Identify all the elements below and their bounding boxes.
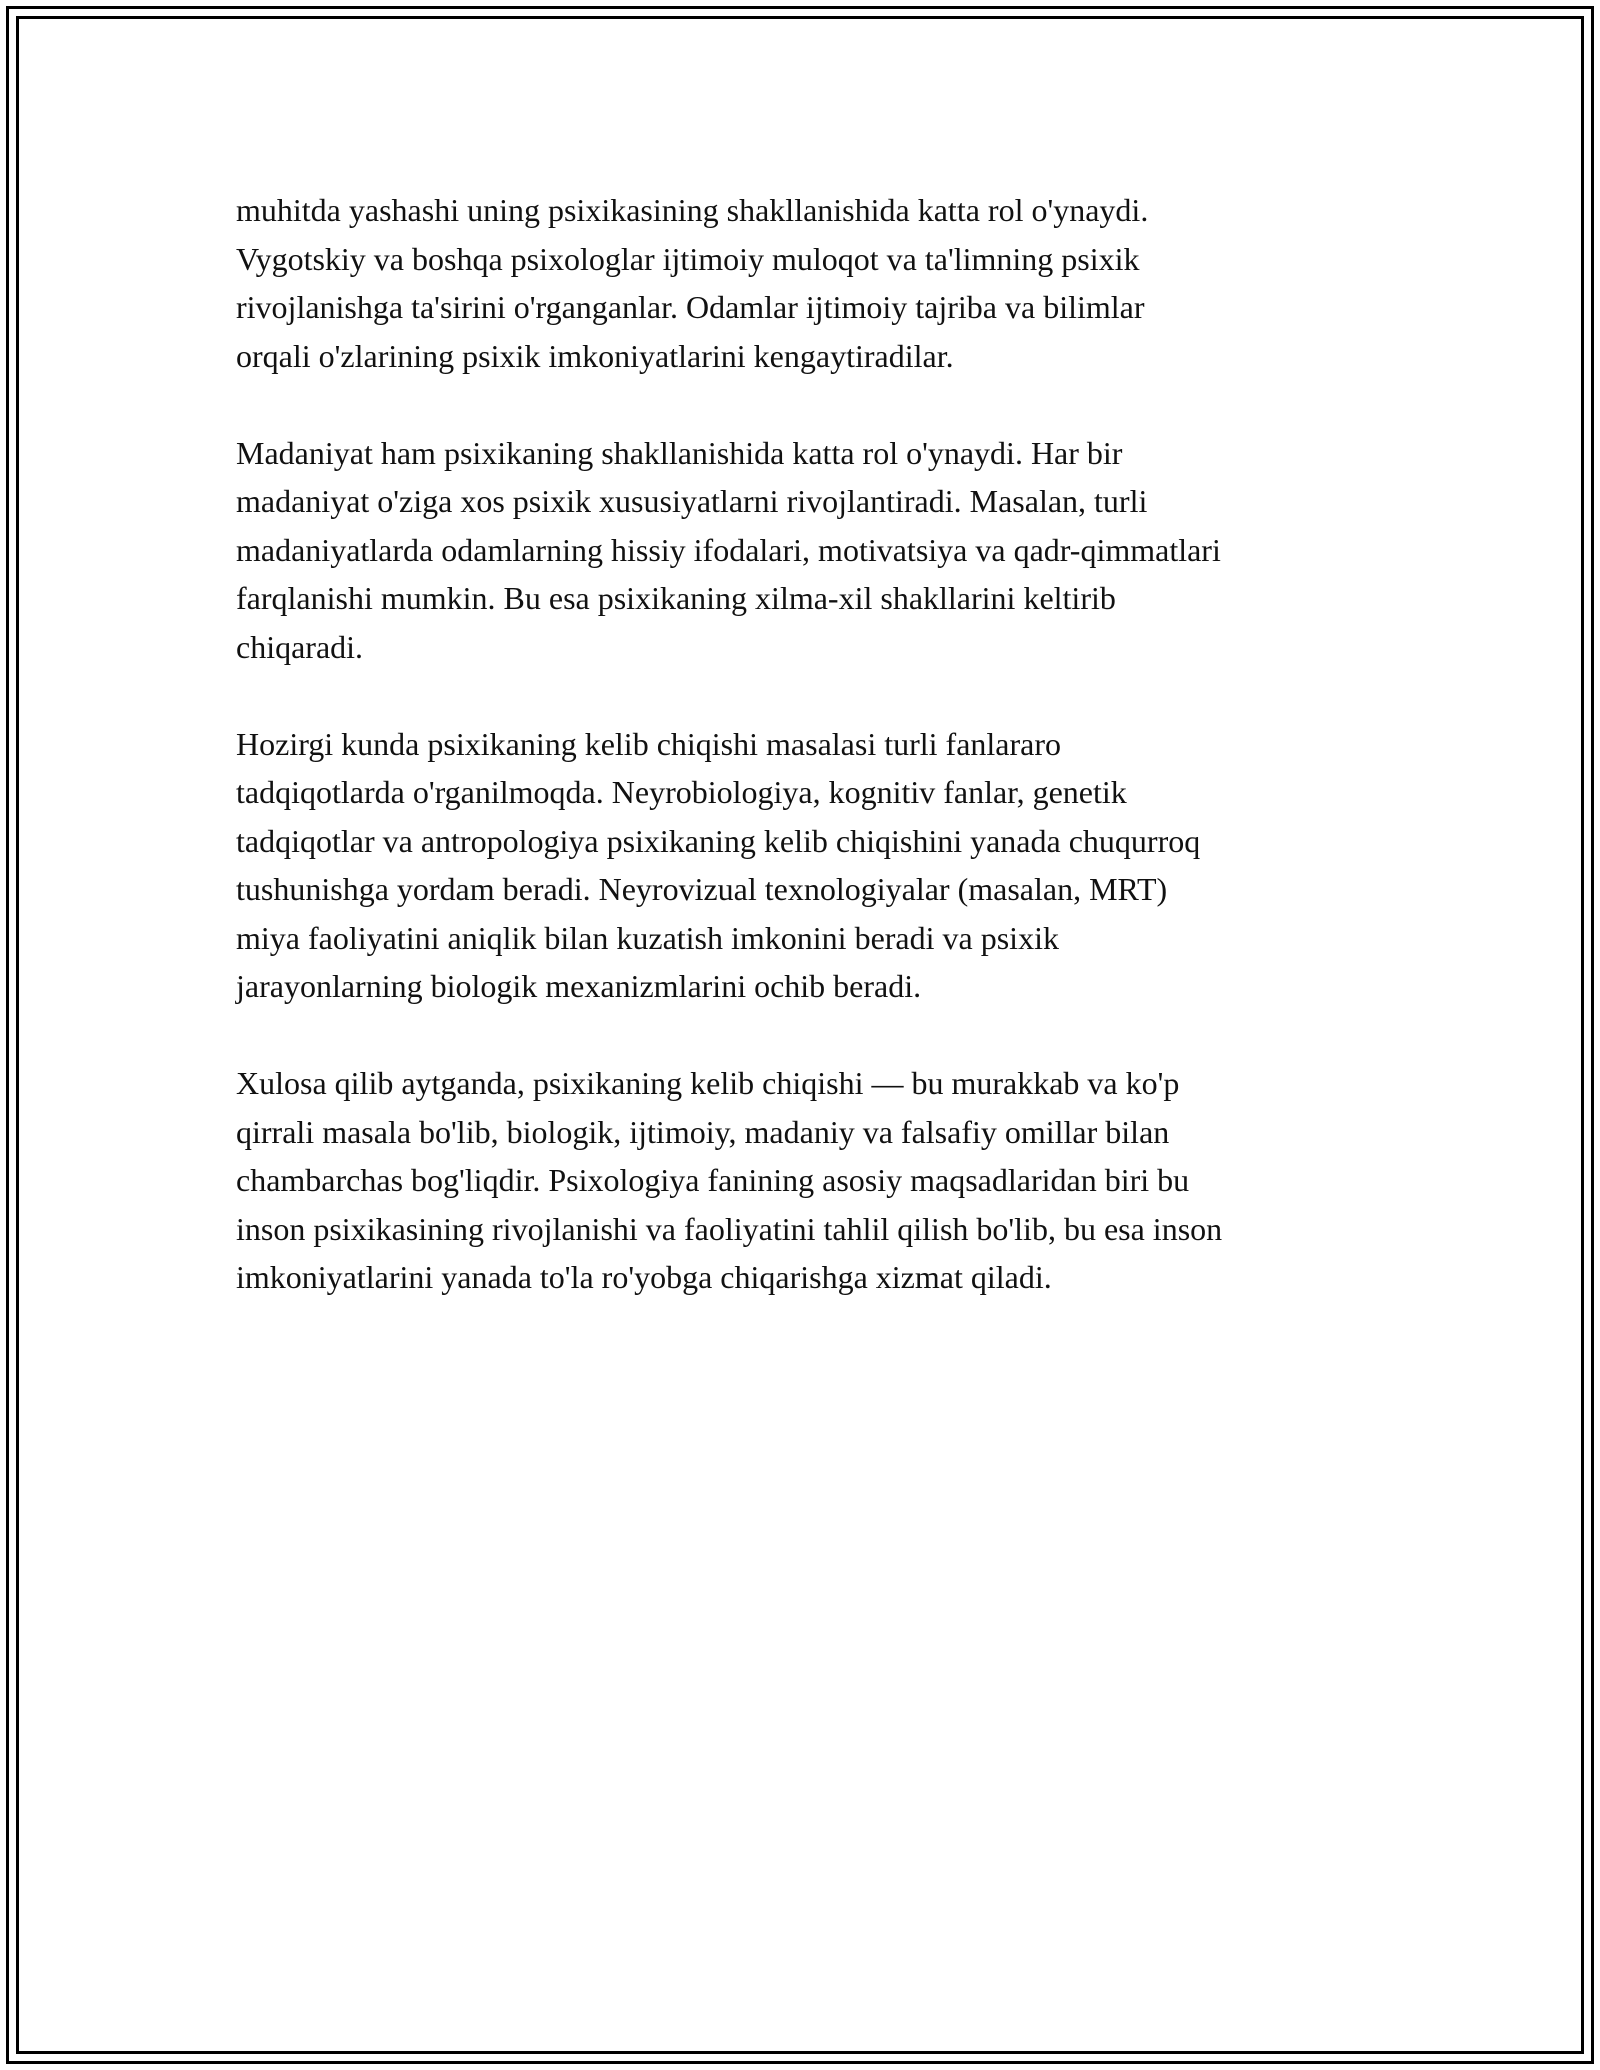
paragraph-social-environment bbox=[236, 186, 1376, 380]
text-line: tadqiqotlarda o'rganilmoqda. Neyrobiologiya, kognitiv fanlar, genetik bbox=[236, 774, 1127, 810]
paragraph-modern-research bbox=[236, 720, 1376, 1011]
text-line: Madaniyat ham psixikaning shakllanishida katta rol o'ynaydi. Har bir bbox=[236, 434, 1123, 471]
text-line: qirrali masala bo'lib, biologik, ijtimoiy, madaniy va falsafiy omillar bilan bbox=[236, 1113, 1170, 1150]
text-line: inson psixikasining rivojlanishi va faoliyatini tahlil qilish bo'lib, bu esa inson bbox=[236, 1210, 1223, 1247]
text-line: Vygotskiy va boshqa psixologlar ijtimoiy muloqot va ta'limning psixik bbox=[236, 240, 1140, 277]
text-line: tadqiqotlar va antropologiya psixikaning kelib chiqishini yanada chuqurroq bbox=[236, 822, 1201, 859]
text-line: Xulosa qilib aytganda, psixikaning kelib chiqishi — bu murakkab va ko'p bbox=[236, 1065, 1180, 1101]
text-line: miya faoliyatini aniqlik bilan kuzatish imkonini beradi va psixik bbox=[236, 919, 1059, 956]
text-line: chambarchas bog'liqdir. Psixologiya fanining asosiy maqsadlaridan biri bu bbox=[236, 1162, 1190, 1198]
text-line: jarayonlarning biologik mexanizmlarini ochib beradi. bbox=[236, 968, 922, 1004]
text-line: muhitda yashashi uning psixikasining shakllanishida katta rol o'ynaydi. bbox=[236, 192, 1149, 228]
text-line: madaniyat o'ziga xos psixik xususiyatlarni rivojlantiradi. Masalan, turli bbox=[236, 483, 1148, 519]
text-line: chiqaradi. bbox=[236, 628, 364, 665]
paragraph-conclusion bbox=[236, 1059, 1376, 1302]
text-line: tushunishga yordam beradi. Neyrovizual texnologiyalar (masalan, MRT) bbox=[236, 871, 1168, 907]
paragraph-culture bbox=[236, 429, 1376, 672]
text-line: orqali o'zlarining psixik imkoniyatlarini kengaytiradilar. bbox=[236, 337, 954, 374]
text-line: farqlanishi mumkin. Bu esa psixikaning xilma-xil shakllarini keltirib bbox=[236, 580, 1116, 616]
text-line: Hozirgi kunda psixikaning kelib chiqishi masalasi turli fanlararo bbox=[236, 725, 1061, 762]
document-body bbox=[236, 186, 1376, 1350]
text-line: rivojlanishga ta'sirini o'rganganlar. Odamlar ijtimoiy tajriba va bilimlar bbox=[236, 289, 1145, 325]
text-line: imkoniyatlarini yanada to'la ro'yobga chiqarishga xizmat qiladi. bbox=[236, 1259, 1052, 1295]
text-line: madaniyatlarda odamlarning hissiy ifodalari, motivatsiya va qadr-qimmatlari bbox=[236, 531, 1221, 568]
